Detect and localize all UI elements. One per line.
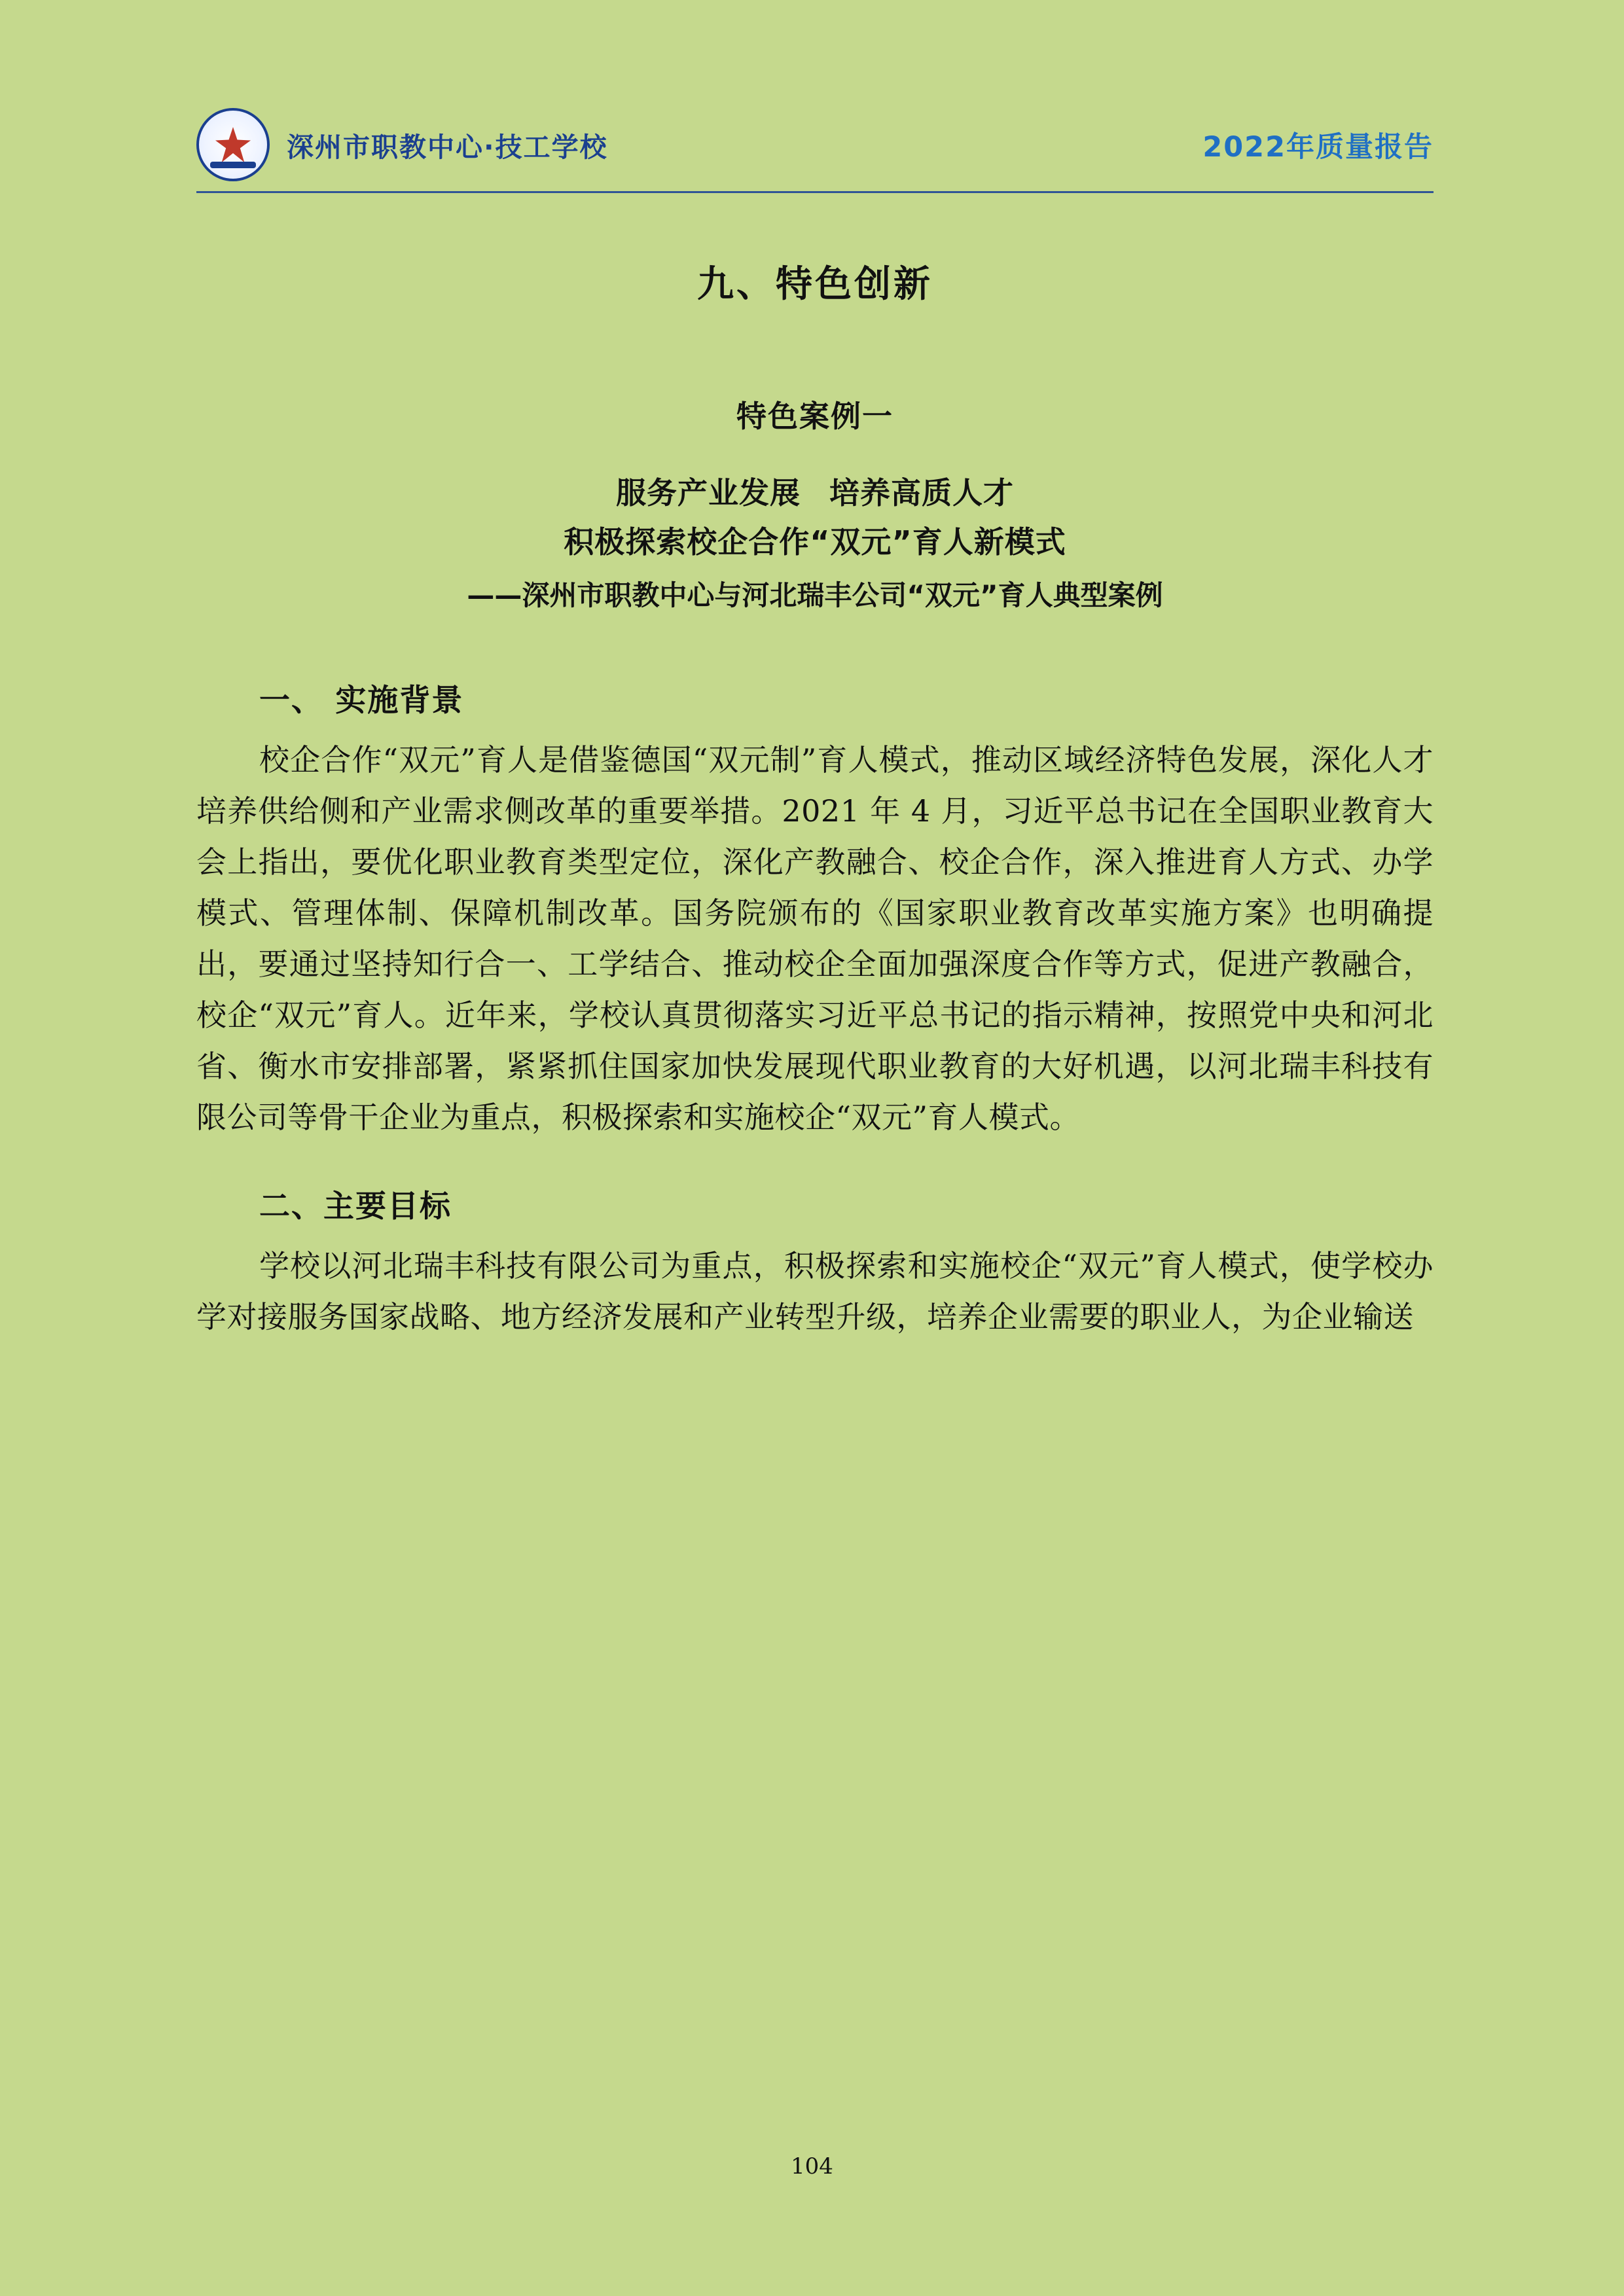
page-number: 104 (791, 2153, 833, 2179)
case-subtitle: ——深州市职教中心与河北瑞丰公司“双元”育人典型案例 (467, 579, 1163, 612)
case-heading-part1: 服务产业发展 (616, 475, 801, 511)
school-name: 深州市职教中心·技工学校 (287, 131, 608, 163)
chapter-title: 九、特色创新 (697, 263, 933, 306)
case-heading-part2: 培养高质人才 (829, 475, 1014, 511)
school-emblem-icon (196, 108, 270, 181)
page-header (196, 98, 1434, 193)
case-label: 特色案例一 (736, 399, 893, 434)
case-heading-line2: 积极探索校企合作“双元”育人新模式 (564, 524, 1066, 560)
header-left-group (196, 108, 608, 181)
document-content (196, 223, 1434, 1342)
section-heading-1: 一、 实施背景 (259, 683, 464, 719)
section-paragraph-2: 学校以河北瑞丰科技有限公司为重点，积极探索和实施校企“双元”育人模式，使学校办学对接服务国家战略、地方经济发展和产业转型升级，培养企业需要的职业人，为企业输送 (196, 1248, 1434, 1335)
section-heading-2: 二、主要目标 (259, 1189, 452, 1225)
section-paragraph-1: 校企合作“双元”育人是借鉴德国“双元制”育人模式，推动区域经济特色发展，深化人才培养供给侧和产业需求侧改革的重要举措。2021 年 4 月，习近平总书记在全国职业教育大会上指出，要优化职业教育类型定位，深化产教融合、校企合作，深入推进育人方式、办学模式、管理体制、保障机制改革。国务院颁布的《国家职业教育改革实施方案》也明确提出，要通过坚持知行合一、工学结合、推动校企全面加强深度合作等方式，促进产教融合，校企“双元”育人。近年来，学校认真贯彻落实习近平总书记的指示精神，按照党中央和河北省、衡水市安排部署，紧紧抓住国家加快发展现代职业教育的大好机遇，以河北瑞丰科技有限公司等骨干企业为重点，积极探索和实施校企“双元”育人模式。 (196, 742, 1434, 1136)
case-heading-line1 (196, 471, 1434, 515)
report-title: 2022年质量报告 (1202, 130, 1434, 164)
